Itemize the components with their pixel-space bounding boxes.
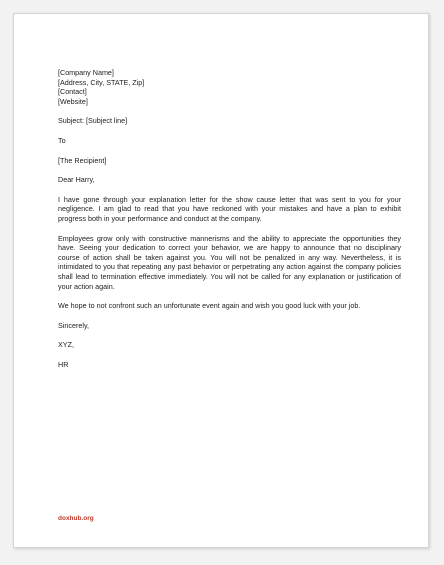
subject-line: Subject: [Subject line] bbox=[58, 116, 128, 126]
salutation: Dear Harry, bbox=[58, 175, 95, 185]
company-contact: [Contact] bbox=[58, 87, 87, 97]
letter-page bbox=[13, 13, 429, 548]
company-address: [Address, City, STATE, Zip] bbox=[58, 77, 145, 87]
signature-name: XYZ, bbox=[58, 340, 74, 350]
company-website: [Website] bbox=[58, 96, 88, 106]
recipient: [The Recipient] bbox=[58, 155, 107, 165]
closing: Sincerely, bbox=[58, 320, 90, 330]
signature-title: HR bbox=[58, 359, 69, 369]
sender-block bbox=[58, 68, 401, 106]
letter-body bbox=[58, 68, 401, 369]
footer-brand: doxhub.org bbox=[58, 515, 94, 522]
paragraph-2: Employees grow only with constructive mannerisms and the ability to appreciate the opportunities they have. Seeing your dedication to correct your behavior, we are happy to announce that no disciplinary course of action shall be taken against you. You will not be penalized in any way. Nevertheless, it is intimidated to you that repeating any past behavior or perpetrating any action against the company policies shall lead to termination effective immediately. You will not be called for any explanation or justification of your action again. bbox=[58, 233, 401, 291]
paragraph-1: I have gone through your explanation letter for the show cause letter that was sent to you for your negligence. I am glad to read that you have reckoned with your mistakes and have a plan to exhibit progress both in your performance and conduct at the company. bbox=[58, 194, 401, 223]
to-label: To bbox=[58, 135, 66, 145]
paragraph-3: We hope to not confront such an unfortunate event again and wish you good luck with your job. bbox=[58, 301, 361, 311]
company-name: [Company Name] bbox=[58, 68, 114, 77]
